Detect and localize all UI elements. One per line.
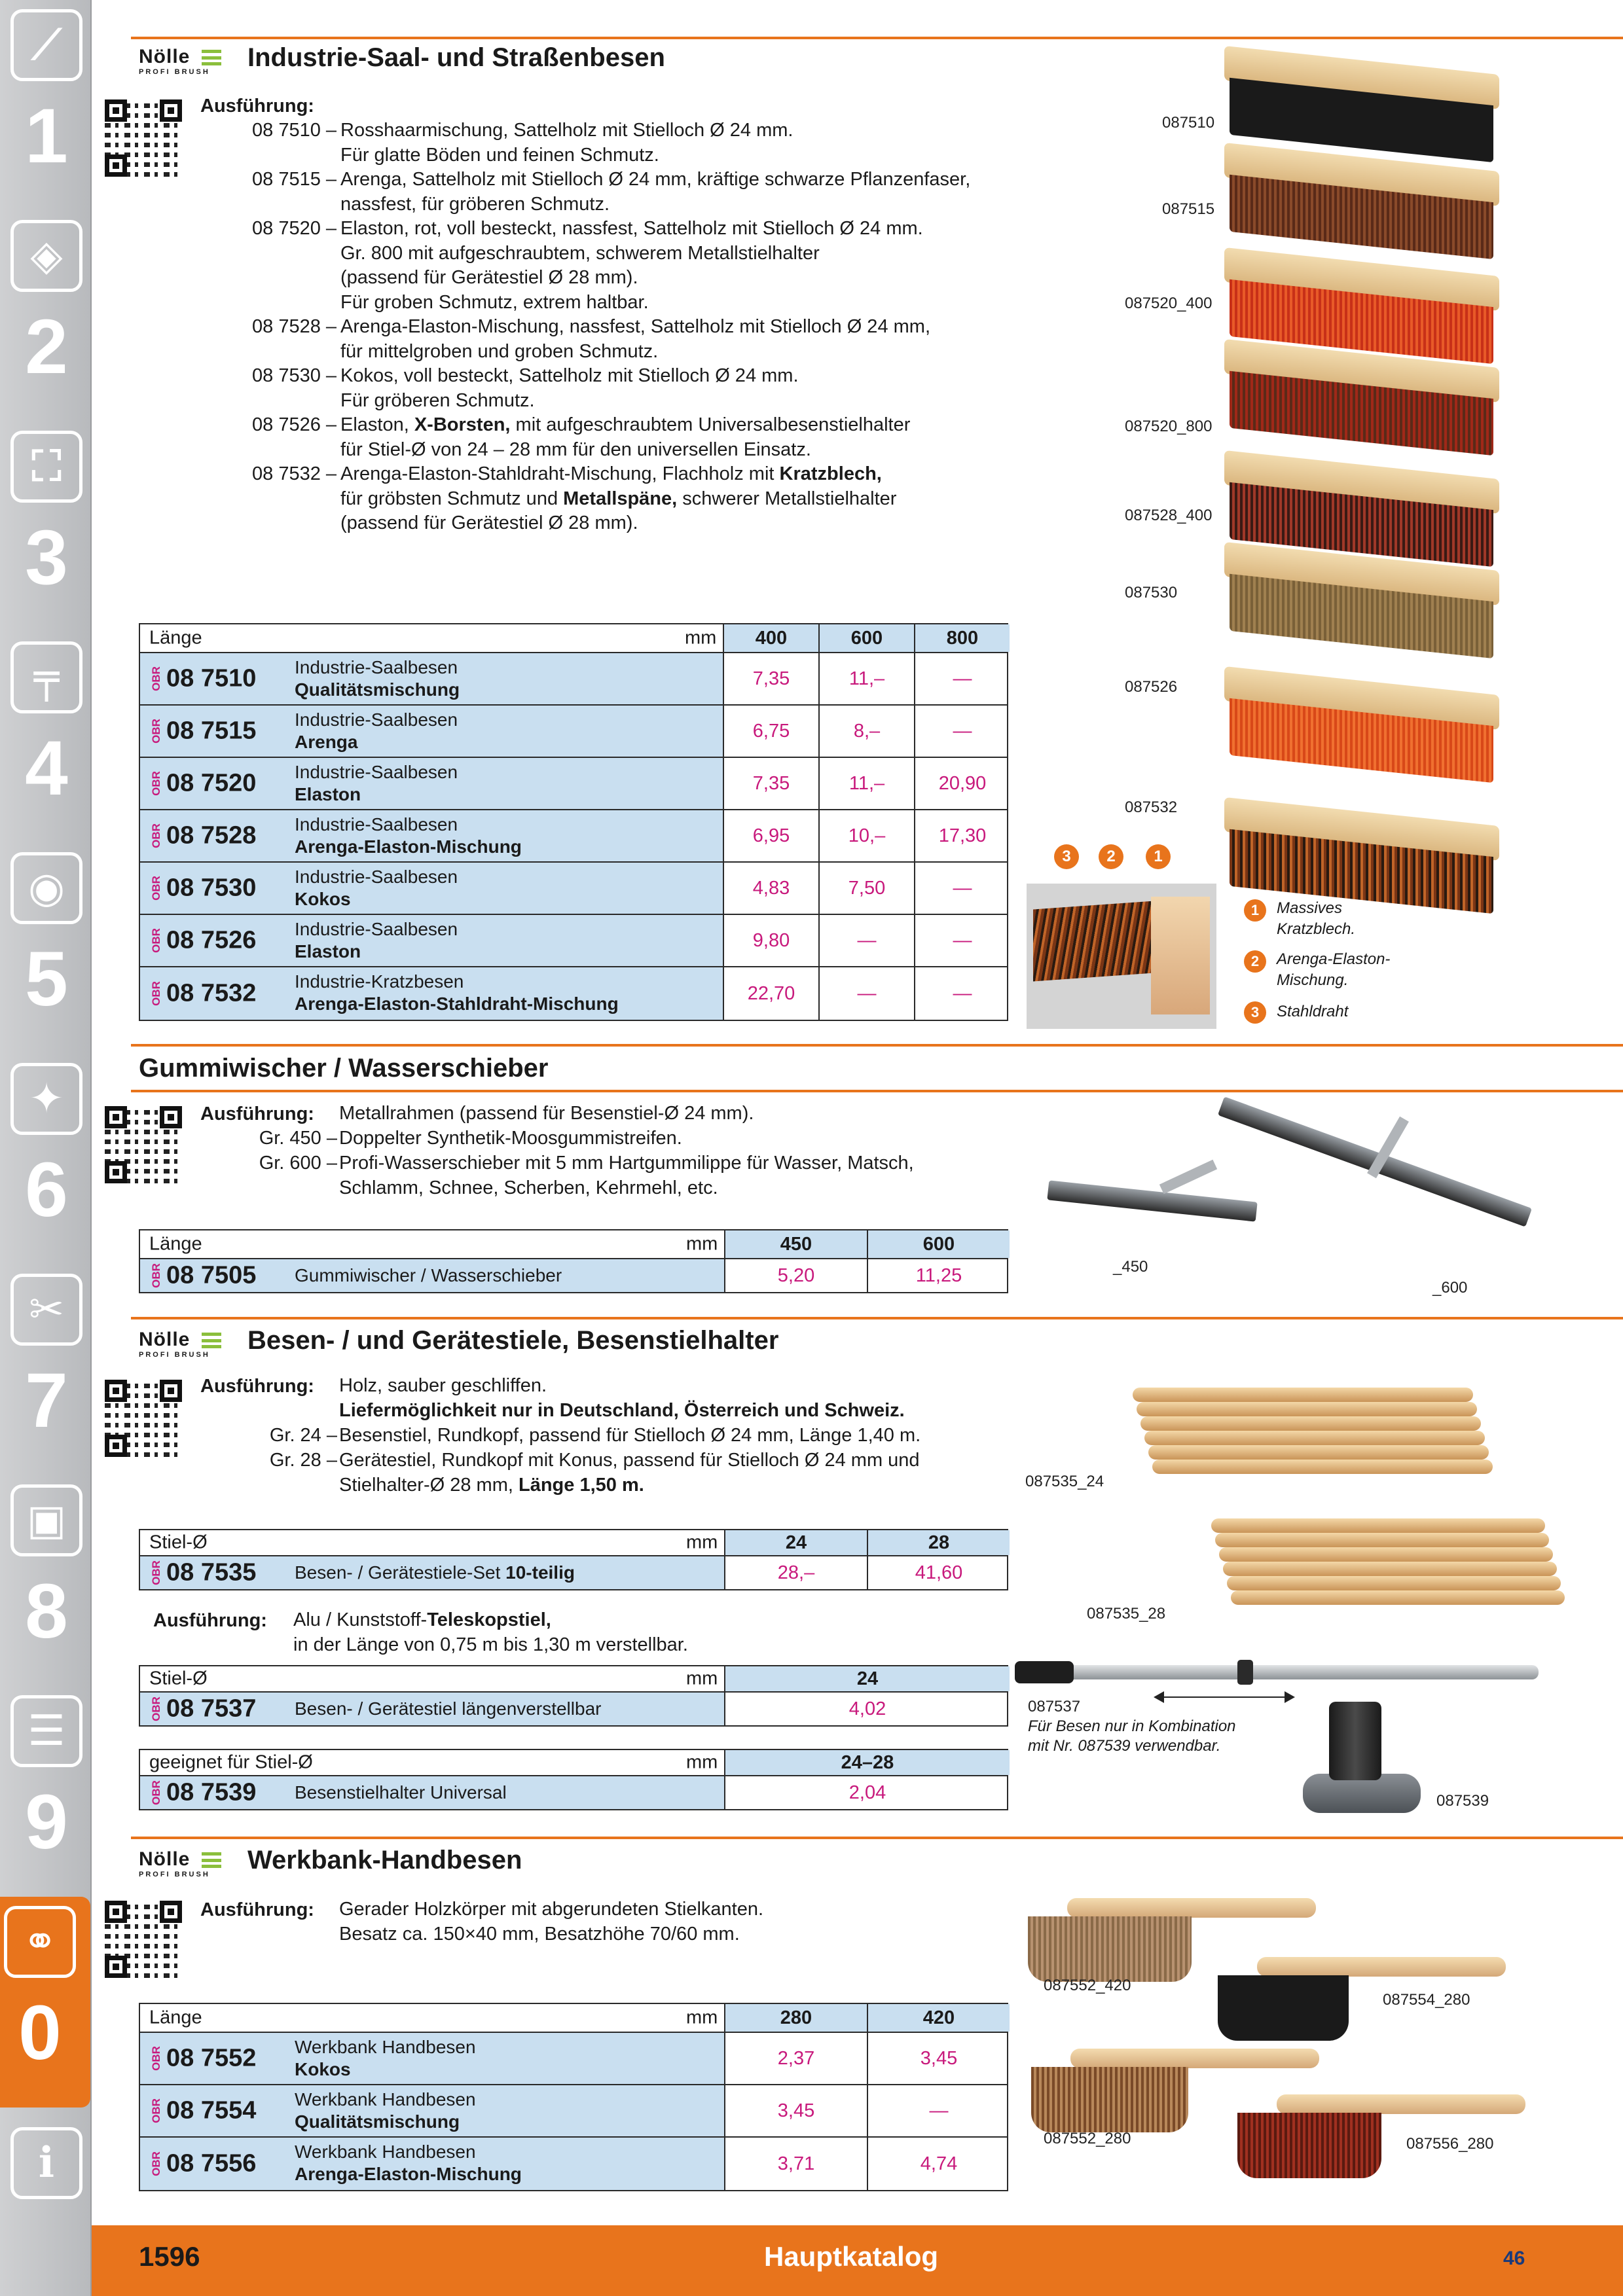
description-line: Doppelter Synthetik-Moosgummistreifen. <box>339 1128 682 1149</box>
sidebar <box>0 0 92 2296</box>
tab-2[interactable] <box>7 211 86 422</box>
squeegee-handle <box>1159 1160 1217 1194</box>
order-badge: OBR <box>149 876 162 901</box>
table-row <box>140 967 1007 1020</box>
handle-stick <box>1133 1388 1473 1402</box>
info-icon: ℹ <box>10 2127 82 2199</box>
image-note: mit Nr. 087539 verwendbar. <box>1028 1737 1221 1755</box>
brand-logo: Nölle PROFI BRUSH <box>139 1848 230 1880</box>
image-caption: 087535_24 <box>1025 1473 1104 1490</box>
order-badge: OBR <box>149 981 162 1006</box>
table-header <box>140 1530 1007 1556</box>
order-badge: OBR <box>149 719 162 744</box>
tab-3[interactable] <box>7 422 86 632</box>
tool-case-icon: ▣ <box>10 1484 82 1556</box>
holder-socket <box>1329 1702 1381 1780</box>
order-badge: OBR <box>149 1263 162 1288</box>
image-caption: 087530 <box>1125 584 1178 601</box>
qr-code-icon <box>105 1901 182 1978</box>
image-caption: 087535_28 <box>1087 1605 1166 1623</box>
price-cell: — <box>818 967 914 1020</box>
table-row <box>140 863 1007 915</box>
price-cell: — <box>867 2085 1010 2136</box>
tab-number: 2 <box>25 304 68 390</box>
price-cell: 11,25 <box>867 1259 1010 1292</box>
description-line: Profi-Wasserschieber mit 5 mm Hartgummilippe für Wasser, Matsch, <box>339 1153 914 1174</box>
image-caption: _450 <box>1113 1258 1148 1276</box>
description-line: 08 7526 – Elaston, X-Borsten, mit aufgeschraubtem Universalbesenstielhalter <box>252 414 911 435</box>
price-cell: 11,– <box>818 653 914 704</box>
header-size: 450 <box>724 1230 867 1258</box>
execution-label: Ausführung: <box>200 96 314 117</box>
header-label: geeignet für Stiel-Ø <box>149 1751 313 1773</box>
chuck-icon: ⛶ <box>10 431 82 503</box>
product-variant: Arenga-Elaston-Mischung <box>295 2164 522 2184</box>
legend-text: Mischung. <box>1277 971 1349 989</box>
handle-stick <box>1137 1402 1477 1416</box>
wrench-icon: ✦ <box>10 1063 82 1135</box>
description-line: 08 7510 – Rosshaarmischung, Sattelholz mit Stielloch Ø 24 mm. <box>252 120 793 141</box>
caliper-icon: ╤ <box>10 641 82 713</box>
tab-number: 5 <box>25 936 68 1022</box>
product-name: Werkbank Handbesen <box>295 2142 476 2162</box>
product-variant: Arenga-Elaston-Mischung <box>295 836 522 857</box>
handle-stick <box>1140 1416 1481 1431</box>
image-note: Für Besen nur in Kombination <box>1028 1717 1236 1735</box>
table-row <box>140 1776 1007 1809</box>
brand-logo: Nölle PROFI BRUSH <box>139 1329 230 1360</box>
product-variant: Elaston <box>295 941 361 961</box>
price-cell: 20,90 <box>914 758 1010 809</box>
catalog-title: Hauptkatalog <box>763 2241 939 2272</box>
product-name: Industrie-Saalbesen <box>295 657 458 677</box>
header-size: 24–28 <box>724 1750 1010 1775</box>
tab-4[interactable] <box>7 632 86 843</box>
size-label: Gr. 28 – <box>269 1450 337 1471</box>
price-cell: — <box>914 706 1010 757</box>
broom-image <box>1224 262 1499 353</box>
description-line: Stielhalter-Ø 28 mm, Länge 1,50 m. <box>339 1475 644 1496</box>
description-line: Metallrahmen (passend für Besenstiel-Ø 24 mm). <box>339 1103 754 1124</box>
order-badge: OBR <box>149 2046 162 2071</box>
price-cell: 11,– <box>818 758 914 809</box>
broom-image <box>1224 681 1499 772</box>
description-line: 08 7528 – Arenga-Elaston-Mischung, nassfest, Sattelholz mit Stielloch Ø 24 mm, <box>252 316 930 337</box>
article-number: 08 7505 <box>166 1261 257 1289</box>
description-line: Für gröberen Schmutz. <box>340 389 535 411</box>
page-number: 1596 <box>139 2241 200 2272</box>
header-size: 28 <box>867 1530 1010 1555</box>
size-label: Gr. 24 – <box>269 1425 337 1446</box>
price-cell: — <box>914 967 1010 1020</box>
table-header <box>140 624 1007 653</box>
description-line: Besenstiel, Rundkopf, passend für Stielloch Ø 24 mm, Länge 1,40 m. <box>339 1425 921 1446</box>
image-caption: 087537 <box>1028 1698 1081 1715</box>
legend-text: Stahldraht <box>1277 1003 1349 1020</box>
broom-image <box>1224 157 1499 249</box>
price-cell: — <box>914 915 1010 966</box>
cutting-disc-icon: ◈ <box>10 220 82 292</box>
product-name: Industrie-Saalbesen <box>295 762 458 782</box>
legend-marker-3: 3 <box>1244 1001 1266 1024</box>
price-cell: 28,– <box>724 1556 867 1589</box>
description-line: für mittelgroben und groben Schmutz. <box>340 340 659 362</box>
price-cell: 17,30 <box>914 810 1010 861</box>
header-unit: mm <box>685 627 717 649</box>
saw-blade-icon: ◉ <box>10 852 82 924</box>
price-table <box>139 2003 1008 2191</box>
size-label: Gr. 600 – <box>259 1153 337 1174</box>
detail-photo <box>1027 884 1216 1029</box>
section-rule <box>131 1837 1623 1839</box>
table-header <box>140 1230 1007 1259</box>
handle-stick <box>1215 1533 1549 1547</box>
product-name: Industrie-Kratzbesen <box>295 971 464 992</box>
order-badge: OBR <box>149 1696 162 1721</box>
product-name: Werkbank Handbesen <box>295 2037 476 2057</box>
order-badge: OBR <box>149 771 162 796</box>
description-line: Gr. 800 mit aufgeschraubtem, schwerem Metallstielhalter <box>340 242 820 264</box>
price-table <box>139 1229 1008 1293</box>
order-badge: OBR <box>149 666 162 691</box>
price-cell: 4,74 <box>867 2138 1010 2190</box>
handle-stick <box>1223 1562 1557 1576</box>
header-label: Stiel-Ø <box>149 1668 208 1689</box>
header-size: 280 <box>724 2004 867 2032</box>
description-line: Alu / Kunststoff-Teleskopstiel, <box>293 1609 551 1630</box>
section-rule <box>131 1044 1623 1047</box>
price-cell: 9,80 <box>723 915 818 966</box>
handle-lock <box>1237 1660 1253 1685</box>
image-caption: 087520_400 <box>1125 295 1213 312</box>
table-header <box>140 1750 1007 1776</box>
tab-9[interactable] <box>7 1686 86 1897</box>
description-line: Gerader Holzkörper mit abgerundeten Stielkanten. <box>339 1899 764 1920</box>
price-cell: 7,35 <box>723 758 818 809</box>
description-line: Liefermöglichkeit nur in Deutschland, Österreich und Schweiz. <box>339 1400 905 1421</box>
marker-2: 2 <box>1099 844 1123 869</box>
description-line: Für glatte Böden und feinen Schmutz. <box>340 144 659 166</box>
header-label: Länge <box>149 1233 202 1255</box>
header-label: Stiel-Ø <box>149 1532 208 1553</box>
order-badge: OBR <box>149 1780 162 1805</box>
product-variant: Qualitätsmischung <box>295 2111 460 2132</box>
drill-bit-icon: ⟋ <box>10 9 82 81</box>
table-row <box>140 706 1007 758</box>
broom-image <box>1224 353 1499 445</box>
price-cell: — <box>914 653 1010 704</box>
tab-number: 3 <box>25 514 68 601</box>
price-cell: 41,60 <box>867 1556 1010 1589</box>
tab-number: 1 <box>25 93 68 179</box>
table-row <box>140 1556 1007 1589</box>
header-unit: mm <box>686 1751 718 1773</box>
description-line: Für groben Schmutz, extrem haltbar. <box>340 291 649 313</box>
product-name: Industrie-Saalbesen <box>295 709 458 730</box>
price-table <box>139 1529 1008 1590</box>
tab-number: 0 <box>18 1990 62 2076</box>
price-cell: 2,37 <box>724 2033 867 2084</box>
product-name: Besen- / Gerätestiel längenverstellbar <box>295 1698 602 1719</box>
image-caption: 087515 <box>1162 200 1215 218</box>
article-number: 08 7535 <box>166 1558 257 1587</box>
length-arrow-icon <box>1159 1696 1290 1698</box>
image-caption: 087552_420 <box>1044 1977 1131 1994</box>
description-line: 08 7530 – Kokos, voll besteckt, Sattelholz mit Stielloch Ø 24 mm. <box>252 365 799 386</box>
price-cell: 3,71 <box>724 2138 867 2190</box>
table-header <box>140 2004 1007 2033</box>
image-caption: 087554_280 <box>1383 1991 1470 2009</box>
tab-number: 4 <box>25 725 68 812</box>
product-name: Besen- / Gerätestiele-Set 10-teilig <box>295 1562 575 1583</box>
handle-grip <box>1015 1661 1074 1683</box>
table-row <box>140 2033 1007 2085</box>
image-caption: 087552_280 <box>1044 2130 1131 2147</box>
image-caption: 087532 <box>1125 798 1178 816</box>
image-caption: 087520_800 <box>1125 418 1213 435</box>
product-name: Gummiwischer / Wasserschieber <box>295 1265 562 1285</box>
handle-stick <box>1211 1518 1545 1533</box>
table-row <box>140 1259 1007 1292</box>
price-cell: — <box>914 863 1010 914</box>
section-title: Industrie-Saal- und Straßenbesen <box>247 43 665 72</box>
description-line: Schlamm, Schnee, Scherben, Kehrmehl, etc. <box>339 1177 718 1198</box>
order-badge: OBR <box>149 2151 162 2176</box>
execution-label: Ausführung: <box>200 1376 314 1397</box>
telescopic-handle-image <box>1015 1665 1539 1679</box>
product-variant: Elaston <box>295 784 361 804</box>
header-size: 24 <box>724 1530 867 1555</box>
tab-5[interactable] <box>7 843 86 1054</box>
description-line: Holz, sauber geschliffen. <box>339 1375 547 1396</box>
header-unit: mm <box>686 1233 718 1255</box>
header-unit: mm <box>686 2007 718 2028</box>
section-title: Gummiwischer / Wasserschieber <box>139 1054 549 1083</box>
article-number: 08 7520 <box>166 769 257 797</box>
description-line: für gröbsten Schmutz und Metallspäne, schwerer Metallstielhalter <box>340 488 897 509</box>
tab-1[interactable] <box>7 0 86 211</box>
description-line: (passend für Gerätestiel Ø 28 mm). <box>340 512 638 533</box>
description-line: 08 7515 – Arenga, Sattelholz mit Stielloch Ø 24 mm, kräftige schwarze Pflanzenfaser, <box>252 169 971 190</box>
order-badge: OBR <box>149 823 162 848</box>
table-header <box>140 1666 1007 1693</box>
article-number: 08 7537 <box>166 1695 257 1723</box>
price-cell: 22,70 <box>723 967 818 1020</box>
execution-label: Ausführung: <box>200 1103 314 1124</box>
description-line: 08 7520 – Elaston, rot, voll besteckt, nassfest, Sattelholz mit Stielloch Ø 24 mm. <box>252 218 923 239</box>
section-rule <box>131 37 1623 39</box>
price-cell: 10,– <box>818 810 914 861</box>
article-number: 08 7539 <box>166 1778 257 1806</box>
brand-logo: Nölle PROFI BRUSH <box>139 46 230 77</box>
price-table <box>139 623 1008 1021</box>
order-badge: OBR <box>149 928 162 953</box>
header-size: 800 <box>914 624 1010 652</box>
qr-code-icon <box>105 1106 182 1183</box>
arrow-left-icon <box>1154 1691 1164 1703</box>
section-title: Besen- / und Gerätestiele, Besenstielhalter <box>247 1326 779 1355</box>
price-cell: 3,45 <box>867 2033 1010 2084</box>
tab-8[interactable] <box>7 1475 86 1686</box>
execution-label: Ausführung: <box>153 1610 267 1631</box>
header-size: 400 <box>723 624 818 652</box>
header-size: 420 <box>867 2004 1010 2032</box>
table-row <box>140 758 1007 810</box>
tab-7[interactable] <box>7 1265 86 1475</box>
image-caption: 087539 <box>1436 1792 1489 1810</box>
price-cell: 8,– <box>818 706 914 757</box>
squeegee-450-image <box>1047 1180 1257 1221</box>
description-line: 08 7532 – Arenga-Elaston-Stahldraht-Mischung, Flachholz mit Kratzblech, <box>252 463 882 484</box>
tool-cabinet-icon: ☰ <box>10 1695 82 1767</box>
product-variant: Arenga-Elaston-Stahldraht-Mischung <box>295 994 619 1014</box>
section-title: Werkbank-Handbesen <box>247 1846 522 1874</box>
price-cell: 2,04 <box>724 1776 1010 1809</box>
header-size: 600 <box>818 624 914 652</box>
size-label: Gr. 450 – <box>259 1128 337 1149</box>
header-label: Länge <box>149 2007 202 2028</box>
handle-stick <box>1219 1547 1553 1562</box>
article-number: 08 7528 <box>166 821 257 850</box>
price-cell: 7,50 <box>818 863 914 914</box>
broom-image <box>1224 812 1499 903</box>
legend-marker-2: 2 <box>1244 950 1266 973</box>
handle-stick <box>1144 1431 1485 1445</box>
handle-stick <box>1148 1445 1489 1460</box>
product-name: Industrie-Saalbesen <box>295 814 458 834</box>
price-cell: 4,83 <box>723 863 818 914</box>
qr-code-icon <box>105 99 182 177</box>
product-name: Industrie-Saalbesen <box>295 867 458 887</box>
price-cell: 6,75 <box>723 706 818 757</box>
tab-0[interactable] <box>0 1897 90 2108</box>
description-line: Besatz ca. 150×40 mm, Besatzhöhe 70/60 mm. <box>339 1924 740 1945</box>
safety-glasses-icon: ⚭ <box>4 1906 76 1978</box>
header-size: 600 <box>867 1230 1010 1258</box>
table-row <box>140 810 1007 863</box>
section-rule <box>131 1317 1623 1319</box>
tab-number: 9 <box>25 1779 68 1865</box>
description-line: Gerätestiel, Rundkopf mit Konus, passend für Stielloch Ø 24 mm und <box>339 1450 920 1471</box>
description-line: nassfest, für gröberen Schmutz. <box>340 193 610 215</box>
product-variant: Kokos <box>295 889 351 909</box>
article-number: 08 7530 <box>166 874 257 902</box>
product-name: Besenstielhalter Universal <box>295 1782 507 1803</box>
price-cell: 6,95 <box>723 810 818 861</box>
legend-text: Kratzblech. <box>1277 920 1356 938</box>
legend-text: Arenga-Elaston- <box>1277 950 1391 968</box>
order-badge: OBR <box>149 1560 162 1585</box>
table-row <box>140 653 1007 706</box>
table-row <box>140 2085 1007 2138</box>
header-unit: mm <box>686 1532 718 1553</box>
legend-text: Massives <box>1277 899 1343 917</box>
product-variant: Arenga <box>295 732 358 752</box>
price-cell: 3,45 <box>724 2085 867 2136</box>
tab-number: 8 <box>25 1568 68 1655</box>
header-unit: mm <box>686 1668 718 1689</box>
article-number: 08 7556 <box>166 2149 257 2178</box>
tab-i[interactable] <box>7 2108 86 2296</box>
table-row <box>140 2138 1007 2190</box>
price-table <box>139 1665 1008 1727</box>
product-name: Werkbank Handbesen <box>295 2089 476 2109</box>
description-line: in der Länge von 0,75 m bis 1,30 m verstellbar. <box>293 1634 688 1655</box>
marker-1: 1 <box>1146 844 1171 869</box>
price-cell: 7,35 <box>723 653 818 704</box>
section-number: 46 <box>1503 2248 1525 2269</box>
handle-stick <box>1231 1590 1565 1605</box>
article-number: 08 7510 <box>166 664 257 692</box>
image-caption: 087526 <box>1125 678 1178 696</box>
pliers-icon: ✂ <box>10 1274 82 1346</box>
table-row <box>140 915 1007 967</box>
handle-stick <box>1152 1460 1493 1474</box>
order-badge: OBR <box>149 2098 162 2123</box>
broom-image <box>1224 465 1499 556</box>
image-caption: 087510 <box>1162 114 1215 132</box>
product-name: Industrie-Saalbesen <box>295 919 458 939</box>
price-cell: 5,20 <box>724 1259 867 1292</box>
header-label: Länge <box>149 627 202 649</box>
legend-marker-1: 1 <box>1244 899 1266 922</box>
broom-image <box>1224 556 1499 648</box>
qr-code-icon <box>105 1380 182 1457</box>
article-number: 08 7554 <box>166 2096 257 2125</box>
image-caption: 087528_400 <box>1125 507 1213 524</box>
tab-number: 7 <box>25 1357 68 1444</box>
header-size: 24 <box>724 1666 1010 1691</box>
table-row <box>140 1693 1007 1725</box>
section-rule <box>131 1090 1623 1092</box>
article-number: 08 7526 <box>166 926 257 954</box>
tab-number: 6 <box>25 1147 68 1233</box>
execution-label: Ausführung: <box>200 1899 314 1920</box>
article-number: 08 7532 <box>166 979 257 1007</box>
product-variant: Kokos <box>295 2059 351 2079</box>
article-number: 08 7515 <box>166 717 257 745</box>
article-number: 08 7552 <box>166 2044 257 2072</box>
description-line: für Stiel-Ø von 24 – 28 mm für den universellen Einsatz. <box>340 439 811 460</box>
price-cell: — <box>818 915 914 966</box>
product-variant: Qualitätsmischung <box>295 679 460 700</box>
image-caption: 087556_280 <box>1406 2135 1494 2153</box>
broom-image <box>1224 60 1499 152</box>
price-table <box>139 1749 1008 1810</box>
marker-3: 3 <box>1054 844 1079 869</box>
handle-stick <box>1227 1576 1561 1590</box>
description-line: (passend für Gerätestiel Ø 28 mm). <box>340 267 638 288</box>
image-caption: _600 <box>1432 1279 1468 1297</box>
price-cell: 4,02 <box>724 1693 1010 1725</box>
arrow-right-icon <box>1285 1691 1295 1703</box>
tab-6[interactable] <box>7 1054 86 1265</box>
